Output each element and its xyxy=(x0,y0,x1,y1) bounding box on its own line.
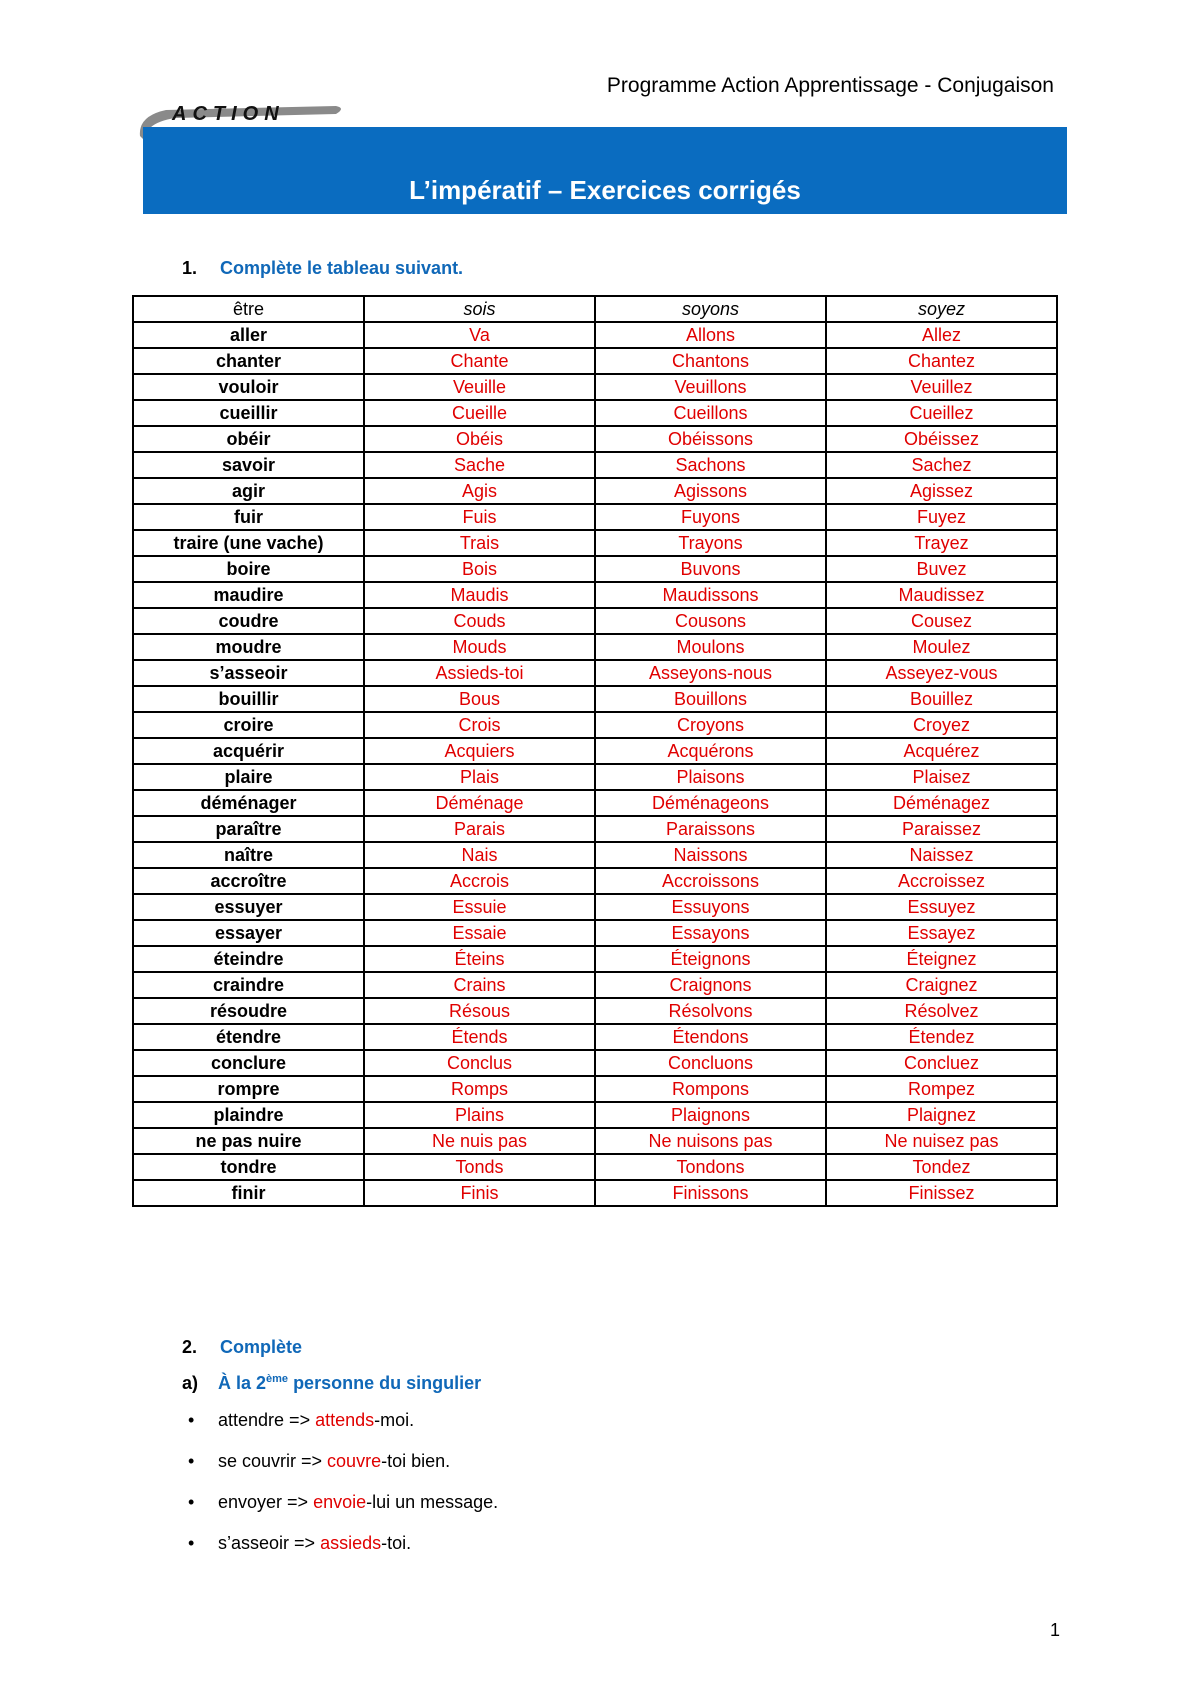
table-row xyxy=(133,842,1057,868)
form-cell: Moulons xyxy=(595,634,826,660)
table-row xyxy=(133,790,1057,816)
item-prompt: se couvrir => xyxy=(218,1451,328,1471)
form-cell: Essuyons xyxy=(595,894,826,920)
form-cell: Maudis xyxy=(364,582,595,608)
form-cell: Accroissons xyxy=(595,868,826,894)
verb-cell: accroître xyxy=(133,868,364,894)
form-cell: Paraissez xyxy=(826,816,1057,842)
form-cell: Cueillez xyxy=(826,400,1057,426)
form-cell: Déménage xyxy=(364,790,595,816)
form-cell: Plais xyxy=(364,764,595,790)
form-cell: Buvons xyxy=(595,556,826,582)
verb-cell: ne pas nuire xyxy=(133,1128,364,1154)
form-cell: Craignons xyxy=(595,972,826,998)
verb-cell: savoir xyxy=(133,452,364,478)
form-cell: Étends xyxy=(364,1024,595,1050)
table-row xyxy=(133,920,1057,946)
form-cell: Croyez xyxy=(826,712,1057,738)
form-cell: Essaie xyxy=(364,920,595,946)
form-cell: Ne nuisez pas xyxy=(826,1128,1057,1154)
bullet-icon: • xyxy=(188,1451,195,1471)
form-cell: Acquérez xyxy=(826,738,1057,764)
form-cell: Rompez xyxy=(826,1076,1057,1102)
part-a-title-suffix: personne du singulier xyxy=(288,1373,482,1393)
verb-cell: tondre xyxy=(133,1154,364,1180)
title-banner xyxy=(143,127,1067,214)
page-title: L’impératif – Exercices corrigés xyxy=(409,175,801,205)
form-cell: Tonds xyxy=(364,1154,595,1180)
form-cell: Couds xyxy=(364,608,595,634)
form-cell: Étendons xyxy=(595,1024,826,1050)
form-cell: Ne nuisons pas xyxy=(595,1128,826,1154)
list-item xyxy=(182,1529,498,1570)
form-cell: Allez xyxy=(826,322,1057,348)
verb-cell: rompre xyxy=(133,1076,364,1102)
table-row xyxy=(133,1076,1057,1102)
form-cell: Essuie xyxy=(364,894,595,920)
table-row xyxy=(133,998,1057,1024)
form-cell: Agissez xyxy=(826,478,1057,504)
form-cell: Cousez xyxy=(826,608,1057,634)
verb-cell: essuyer xyxy=(133,894,364,920)
verb-cell: obéir xyxy=(133,426,364,452)
table-row xyxy=(133,1050,1057,1076)
form-cell: Éteins xyxy=(364,946,595,972)
form-cell: Romps xyxy=(364,1076,595,1102)
form-cell: Résolvons xyxy=(595,998,826,1024)
list-item xyxy=(182,1406,498,1447)
form-cell: Tondez xyxy=(826,1154,1057,1180)
verb-cell: naître xyxy=(133,842,364,868)
form-cell: Bois xyxy=(364,556,595,582)
form-cell: Craignez xyxy=(826,972,1057,998)
form-cell: Buvez xyxy=(826,556,1057,582)
form-cell: Allons xyxy=(595,322,826,348)
form-cell: Maudissez xyxy=(826,582,1057,608)
form-cell: Finis xyxy=(364,1180,595,1206)
form-cell: sois xyxy=(364,296,595,322)
form-cell: Croyons xyxy=(595,712,826,738)
form-cell: Bous xyxy=(364,686,595,712)
item-rest: -toi. xyxy=(381,1533,412,1553)
form-cell: Acquérons xyxy=(595,738,826,764)
form-cell: Asseyons-nous xyxy=(595,660,826,686)
table-row xyxy=(133,1102,1057,1128)
form-cell: Cousons xyxy=(595,608,826,634)
verb-cell: éteindre xyxy=(133,946,364,972)
form-cell: Maudissons xyxy=(595,582,826,608)
exercise-2-heading xyxy=(182,1337,302,1358)
form-cell: Chantons xyxy=(595,348,826,374)
form-cell: Agissons xyxy=(595,478,826,504)
conjugation-table-body xyxy=(133,296,1057,1206)
table-row xyxy=(133,530,1057,556)
form-cell: Fuyons xyxy=(595,504,826,530)
table-row xyxy=(133,452,1057,478)
item-answer: envoie xyxy=(313,1492,367,1512)
table-row xyxy=(133,1154,1057,1180)
table-row xyxy=(133,764,1057,790)
verb-cell: résoudre xyxy=(133,998,364,1024)
form-cell: Essuyez xyxy=(826,894,1057,920)
form-cell: Fuyez xyxy=(826,504,1057,530)
bullet-icon: • xyxy=(188,1410,195,1430)
form-cell: Tondons xyxy=(595,1154,826,1180)
form-cell: Fuis xyxy=(364,504,595,530)
verb-cell: essayer xyxy=(133,920,364,946)
table-row xyxy=(133,400,1057,426)
form-cell: Essayez xyxy=(826,920,1057,946)
part-a-list xyxy=(182,1406,498,1570)
verb-cell: paraître xyxy=(133,816,364,842)
table-row xyxy=(133,712,1057,738)
item-prompt: envoyer => xyxy=(218,1492,314,1512)
verb-cell: fuir xyxy=(133,504,364,530)
part-a-letter: a) xyxy=(182,1373,199,1393)
verb-cell: conclure xyxy=(133,1050,364,1076)
form-cell: Mouds xyxy=(364,634,595,660)
exercise-1-heading xyxy=(182,258,463,279)
exercise-2-instruction: Complète xyxy=(220,1337,303,1357)
form-cell: Obéissons xyxy=(595,426,826,452)
list-item xyxy=(182,1488,498,1529)
form-cell: Agis xyxy=(364,478,595,504)
verb-cell: coudre xyxy=(133,608,364,634)
form-cell: Plaignons xyxy=(595,1102,826,1128)
form-cell: Plaignez xyxy=(826,1102,1057,1128)
form-cell: Obéissez xyxy=(826,426,1057,452)
table-row xyxy=(133,556,1057,582)
verb-cell: cueillir xyxy=(133,400,364,426)
verb-cell: plaire xyxy=(133,764,364,790)
form-cell: Asseyez-vous xyxy=(826,660,1057,686)
form-cell: Éteignons xyxy=(595,946,826,972)
verb-cell: finir xyxy=(133,1180,364,1206)
verb-cell: chanter xyxy=(133,348,364,374)
verb-cell: s’asseoir xyxy=(133,660,364,686)
form-cell: Trayons xyxy=(595,530,826,556)
table-row xyxy=(133,972,1057,998)
table-row xyxy=(133,478,1057,504)
table-row xyxy=(133,868,1057,894)
form-cell: Veuille xyxy=(364,374,595,400)
verb-cell: être xyxy=(133,296,364,322)
form-cell: Naissons xyxy=(595,842,826,868)
form-cell: Obéis xyxy=(364,426,595,452)
part-a-title-sup: ème xyxy=(266,1373,289,1385)
form-cell: Crains xyxy=(364,972,595,998)
form-cell: Acquiers xyxy=(364,738,595,764)
verb-cell: étendre xyxy=(133,1024,364,1050)
form-cell: Rompons xyxy=(595,1076,826,1102)
table-row xyxy=(133,634,1057,660)
table-row xyxy=(133,686,1057,712)
form-cell: Résous xyxy=(364,998,595,1024)
form-cell: Concluons xyxy=(595,1050,826,1076)
table-row xyxy=(133,426,1057,452)
form-cell: Trayez xyxy=(826,530,1057,556)
form-cell: Résolvez xyxy=(826,998,1057,1024)
table-row xyxy=(133,660,1057,686)
form-cell: Essayons xyxy=(595,920,826,946)
form-cell: Sachons xyxy=(595,452,826,478)
form-cell: Veuillez xyxy=(826,374,1057,400)
item-rest: -moi. xyxy=(374,1410,415,1430)
part-a-heading xyxy=(182,1373,481,1394)
table-row xyxy=(133,374,1057,400)
item-answer: attends xyxy=(315,1410,375,1430)
form-cell: Naissez xyxy=(826,842,1057,868)
verb-cell: craindre xyxy=(133,972,364,998)
page-number: 1 xyxy=(1049,1620,1060,1640)
form-cell: Veuillons xyxy=(595,374,826,400)
verb-cell: vouloir xyxy=(133,374,364,400)
item-prompt: s’asseoir => xyxy=(218,1533,321,1553)
form-cell: Assieds-toi xyxy=(364,660,595,686)
verb-cell: boire xyxy=(133,556,364,582)
table-row xyxy=(133,816,1057,842)
verb-cell: déménager xyxy=(133,790,364,816)
item-rest: -toi bien. xyxy=(381,1451,451,1471)
page-header-title: Programme Action Apprentissage - Conjugaison xyxy=(606,74,1054,97)
form-cell: Concluez xyxy=(826,1050,1057,1076)
item-answer: assieds xyxy=(320,1533,382,1553)
form-cell: Plaisez xyxy=(826,764,1057,790)
form-cell: Conclus xyxy=(364,1050,595,1076)
form-cell: Bouillez xyxy=(826,686,1057,712)
verb-cell: agir xyxy=(133,478,364,504)
table-row xyxy=(133,1180,1057,1206)
form-cell: Déménagez xyxy=(826,790,1057,816)
list-item xyxy=(182,1447,498,1488)
form-cell: Étendez xyxy=(826,1024,1057,1050)
table-row xyxy=(133,582,1057,608)
form-cell: Paraissons xyxy=(595,816,826,842)
form-cell: Bouillons xyxy=(595,686,826,712)
form-cell: Plaisons xyxy=(595,764,826,790)
form-cell: Chante xyxy=(364,348,595,374)
form-cell: Crois xyxy=(364,712,595,738)
form-cell: Chantez xyxy=(826,348,1057,374)
item-rest: -lui un message. xyxy=(366,1492,499,1512)
table-row xyxy=(133,738,1057,764)
verb-cell: aller xyxy=(133,322,364,348)
conjugation-table xyxy=(132,295,1058,1207)
item-prompt: attendre => xyxy=(218,1410,316,1430)
table-row xyxy=(133,1024,1057,1050)
form-cell: Sachez xyxy=(826,452,1057,478)
table-row xyxy=(133,322,1057,348)
form-cell: Finissons xyxy=(595,1180,826,1206)
form-cell: Parais xyxy=(364,816,595,842)
table-row xyxy=(133,894,1057,920)
form-cell: Déménageons xyxy=(595,790,826,816)
form-cell: Cueille xyxy=(364,400,595,426)
table-row xyxy=(133,608,1057,634)
form-cell: soyez xyxy=(826,296,1057,322)
verb-cell: moudre xyxy=(133,634,364,660)
table-row xyxy=(133,946,1057,972)
form-cell: Finissez xyxy=(826,1180,1057,1206)
form-cell: Cueillons xyxy=(595,400,826,426)
form-cell: Accrois xyxy=(364,868,595,894)
form-cell: Va xyxy=(364,322,595,348)
form-cell: Trais xyxy=(364,530,595,556)
exercise-1-instruction: Complète le tableau suivant. xyxy=(220,258,464,278)
table-row-example xyxy=(133,296,1057,322)
form-cell: Nais xyxy=(364,842,595,868)
table-row xyxy=(133,504,1057,530)
verb-cell: plaindre xyxy=(133,1102,364,1128)
exercise-1-number: 1. xyxy=(182,258,198,278)
item-answer: couvre xyxy=(327,1451,382,1471)
verb-cell: bouillir xyxy=(133,686,364,712)
exercise-2-number: 2. xyxy=(182,1337,198,1357)
logo-text: ACTION xyxy=(172,103,285,125)
verb-cell: traire (une vache) xyxy=(133,530,364,556)
verb-cell: maudire xyxy=(133,582,364,608)
part-a-title-prefix: À la 2 xyxy=(218,1373,267,1393)
form-cell: Éteignez xyxy=(826,946,1057,972)
form-cell: Plains xyxy=(364,1102,595,1128)
form-cell: Ne nuis pas xyxy=(364,1128,595,1154)
form-cell: soyons xyxy=(595,296,826,322)
table-row xyxy=(133,348,1057,374)
form-cell: Accroissez xyxy=(826,868,1057,894)
verb-cell: croire xyxy=(133,712,364,738)
table-row xyxy=(133,1128,1057,1154)
form-cell: Sache xyxy=(364,452,595,478)
verb-cell: acquérir xyxy=(133,738,364,764)
bullet-icon: • xyxy=(188,1492,195,1512)
bullet-icon: • xyxy=(188,1533,195,1553)
form-cell: Moulez xyxy=(826,634,1057,660)
